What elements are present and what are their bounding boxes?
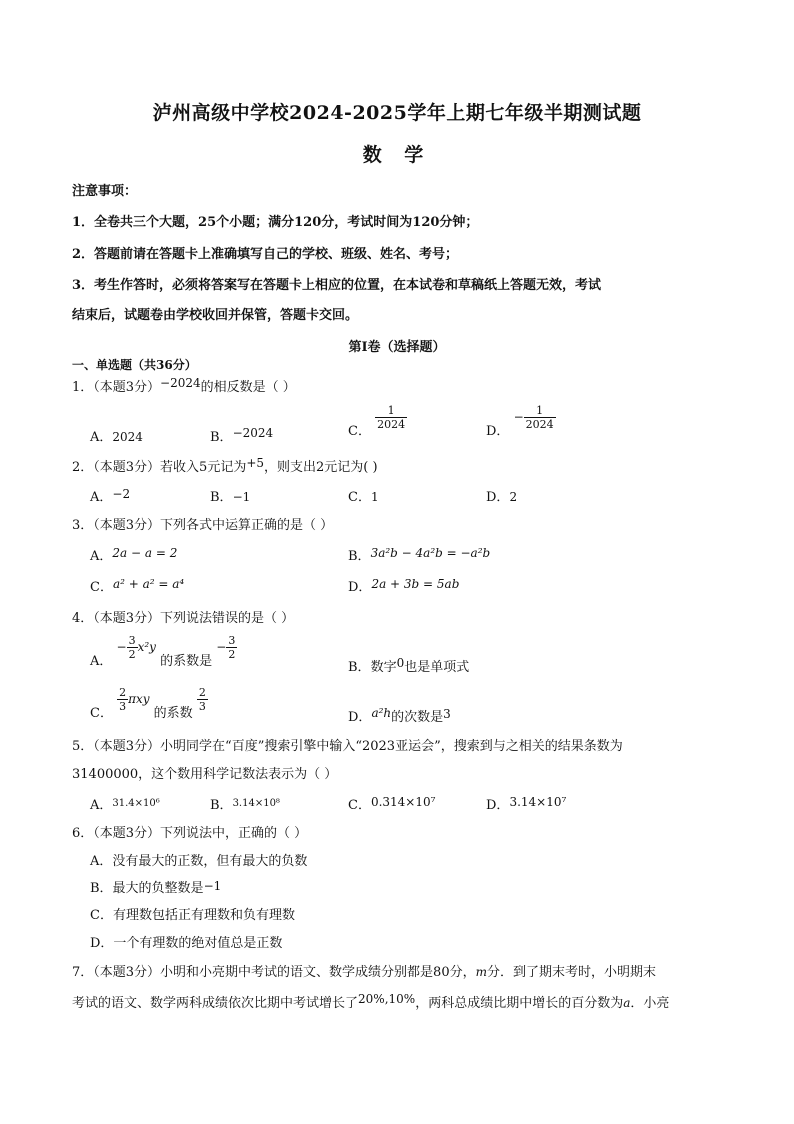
question-2-option-a[interactable]: A．−2 [90,487,131,505]
question-4-stem: 4．（本题3分）下列说法错误的是（ ） [72,611,295,626]
question-2-option-d[interactable]: D．2 [486,490,518,505]
question-1-option-a[interactable]: A．2024 [90,430,143,445]
question-4-option-b[interactable]: B．数字0也是单项式 [348,656,470,675]
part-heading: 一、单选题（共36分） [72,358,197,372]
notes-heading: 注意事项： [72,184,138,199]
volume-heading: 第Ⅰ卷（选择题） [348,340,446,355]
fraction: $\frac{3}{2}$ [128,634,136,661]
question-4-option-a[interactable]: A． − $\frac{3}{2}$ x²y 的系数是 − $\frac{3}{2}$ [90,634,236,669]
question-2-stem: 2．（本题3分）若收入5元记为+5，则支出2元记为( ) [72,456,378,475]
question-6-option-c[interactable]: C．有理数包括正有理数和负有理数 [90,908,295,923]
question-3-option-d[interactable]: D．2a + 3b = 5ab [348,577,460,595]
note-item-3: 3．考生作答时，必须将答案写在答题卡上相应的位置，在本试卷和草稿纸上答题无效，考试 [72,278,602,293]
question-7-line2: 考试的语文、数学两科成绩依次比期中考试增长了20%,10%，两科总成绩比期中增长的百分数为a．小亮 [72,992,670,1011]
question-5-option-c[interactable]: C．0.314×10⁷ [348,795,436,813]
question-6-stem: 6．（本题3分）下列说法中，正确的（ ） [72,826,308,841]
fraction: $\frac{3}{2}$ [228,634,236,661]
question-1-option-b[interactable]: B．−2024 [210,426,274,445]
question-3-option-a[interactable]: A．2a − a = 2 [90,546,178,564]
fraction: $\frac{2}{3}$ [198,686,206,713]
question-5-stem-line2: 31400000，这个数用科学记数法表示为（ ） [72,767,338,782]
question-2-option-b[interactable]: B．−1 [210,490,251,505]
question-6-option-d[interactable]: D．一个有理数的绝对值总是正数 [90,936,283,951]
question-5-option-a[interactable]: A．$^{31.4\times 10^6}$ [90,798,160,813]
question-1-option-d[interactable]: D． − $\frac{1}{2024}$ [486,404,554,439]
note-item-3-cont: 结束后，试题卷由学校收回并保管，答题卡交回。 [72,308,359,323]
question-3-option-c[interactable]: C．a² + a² = a⁴ [90,577,185,595]
question-3-stem: 3．（本题3分）下列各式中运算正确的是（ ） [72,518,334,533]
question-4-option-d[interactable]: D．a²h的次数是3 [348,706,451,725]
question-6-option-a[interactable]: A．没有最大的正数，但有最大的负数 [90,854,308,869]
fraction: $\frac{2}{3}$ [119,686,127,713]
note-item-1: 1．全卷共三个大题，25个小题；满分120分，考试时间为120分钟； [72,215,479,230]
note-item-2: 2．答题前请在答题卡上准确填写自己的学校、班级、姓名、考号； [72,247,459,262]
question-6-option-b[interactable]: B．最大的负整数是−1 [90,879,222,896]
question-3-option-b[interactable]: B．3a²b − 4a²b = −a²b [348,546,491,564]
question-4-option-c[interactable]: C． $\frac{2}{3}$ πxy 的系数 $\frac{2}{3}$ [90,686,206,721]
fraction: $\frac{1}{2024}$ [377,404,406,431]
question-5-stem-line1: 5．（本题3分）小明同学在“百度”搜索引擎中输入“2023亚运会”，搜索到与之相关的结果条数为 [72,739,623,754]
question-5-option-b[interactable]: B．$^{3.14\times 10^8}$ [210,798,280,813]
question-1-stem: 1．（本题3分）−2024的相反数是（ ） [72,376,296,395]
exam-title: 泸州高级中学校2024-2025学年上期七年级半期测试题 [152,102,642,124]
question-1-option-c[interactable]: C． $\frac{1}{2024}$ [348,404,406,439]
question-2-option-c[interactable]: C．1 [348,490,379,505]
subject-title: 数 学 [362,144,432,166]
fraction: $\frac{1}{2024}$ [525,404,554,431]
question-5-option-d[interactable]: D．3.14×10⁷ [486,795,567,813]
question-7-line1: 7．（本题3分）小明和小亮期中考试的语文、数学成绩分别都是80分，m分．到了期末考时，小明期末 [72,965,656,980]
